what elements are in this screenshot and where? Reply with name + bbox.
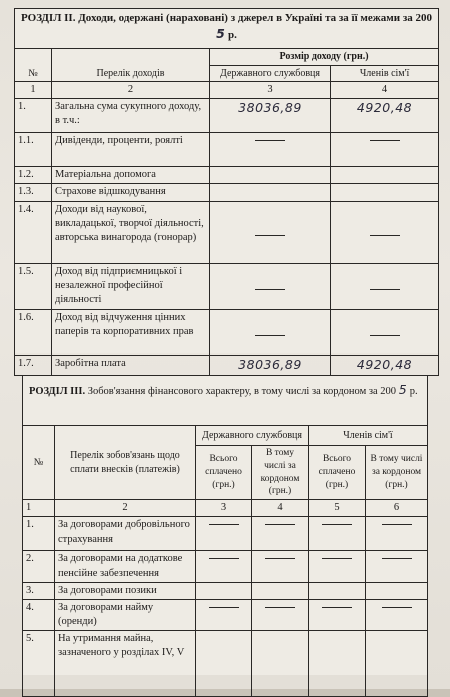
table-row	[15, 309, 439, 355]
dash	[370, 289, 400, 290]
dash	[322, 607, 352, 608]
dash	[370, 140, 400, 141]
total-paid-header: Всього сплачено (грн.)	[309, 446, 366, 500]
colnum: 3	[210, 82, 331, 99]
table-row	[23, 582, 428, 599]
dash	[322, 558, 352, 559]
section-3	[22, 375, 427, 675]
colnum: 1	[15, 82, 52, 99]
row-number: 2.	[23, 551, 55, 582]
section-3-title-suffix: р.	[409, 386, 418, 397]
dash	[382, 607, 412, 608]
col-number-header: №	[15, 49, 52, 82]
row-number: 1.4.	[15, 201, 52, 263]
colnum: 5	[309, 500, 366, 517]
colnum: 2	[55, 500, 196, 517]
civil-servant-header: Державного службовця	[196, 426, 309, 446]
section-3-table	[22, 375, 428, 697]
row-label: За договорами на додаткове пенсійне забезпечення	[55, 551, 196, 582]
family-value: 4920,48	[356, 100, 413, 116]
colnum: 4	[331, 82, 439, 99]
section-3-year: 5	[398, 382, 408, 397]
table-row	[23, 599, 428, 630]
row-number: 4.	[23, 599, 55, 630]
row-label: За договорами позики	[55, 582, 196, 599]
row-number: 1.7.	[15, 355, 52, 375]
row-number: 5.	[23, 631, 55, 697]
servant-value: 38036,89	[238, 100, 302, 116]
income-size-header: Розмір доходу (грн.)	[210, 49, 439, 66]
section-2-title-suffix: р.	[228, 28, 237, 41]
table-row	[15, 355, 439, 375]
dash	[370, 235, 400, 236]
row-number: 1.	[23, 517, 55, 551]
row-number: 1.1.	[15, 133, 52, 167]
row-number: 1.5.	[15, 263, 52, 309]
table-row	[15, 263, 439, 309]
civil-servant-header: Державного службовця	[210, 65, 331, 82]
dash	[255, 235, 285, 236]
row-label: Загальна сума сукупного доходу, в т.ч.:	[52, 99, 210, 133]
table-row	[23, 551, 428, 582]
dash	[382, 524, 412, 525]
total-paid-header: Всього сплачено (грн.)	[196, 446, 252, 500]
row-label: Матеріальна допомога	[52, 167, 210, 184]
row-label: На утримання майна, зазначеного у розділах IV, V	[55, 631, 196, 697]
dash	[255, 335, 285, 336]
dash	[382, 558, 412, 559]
row-number: 1.6.	[15, 309, 52, 355]
row-label: Доходи від наукової, викладацької, творчої діяльності, авторська винагорода (гонорар)	[52, 201, 210, 263]
dash	[370, 335, 400, 336]
row-number: 1.2.	[15, 167, 52, 184]
table-row	[15, 133, 439, 167]
row-label: Заробітна плата	[52, 355, 210, 375]
abroad-header: В тому числі за кордоном (грн.)	[252, 446, 309, 500]
abroad-header: В тому числі за кордоном (грн.)	[366, 446, 428, 500]
family-value: 4920,48	[356, 356, 413, 372]
section-2-title	[15, 9, 439, 49]
dash	[255, 140, 285, 141]
colnum: 2	[52, 82, 210, 99]
colnum: 4	[252, 500, 309, 517]
table-row	[23, 631, 428, 697]
row-label: Доход від підприємницької і незалежної професійної діяльності	[52, 263, 210, 309]
table-row	[15, 99, 439, 133]
row-label: Страхове відшкодування	[52, 184, 210, 201]
row-label: Дивіденди, проценти, роялті	[52, 133, 210, 167]
section-3-title	[23, 376, 428, 426]
dash	[209, 524, 239, 525]
family-header: Членів сім'ї	[331, 65, 439, 82]
dash	[265, 524, 295, 525]
row-number: 3.	[23, 582, 55, 599]
col-list-header: Перелік зобов'язань щодо сплати внесків (платежів)	[55, 426, 196, 500]
row-label: За договорами добровільного страхування	[55, 517, 196, 551]
table-row	[15, 184, 439, 201]
dash	[255, 289, 285, 290]
col-number-header: №	[23, 426, 55, 500]
dash	[265, 607, 295, 608]
section-2-title-text: РОЗДІЛ II. Доходи, одержані (нараховані) з джерел в Україні та за її межами за 200	[21, 12, 433, 24]
dash	[322, 524, 352, 525]
colnum: 6	[366, 500, 428, 517]
table-row	[15, 167, 439, 184]
section-2-year: 5	[216, 25, 226, 41]
dash	[209, 607, 239, 608]
table-row	[15, 201, 439, 263]
table-row	[23, 517, 428, 551]
dash	[209, 558, 239, 559]
section-3-label: РОЗДІЛ III.	[29, 386, 86, 397]
servant-value: 38036,89	[238, 356, 302, 372]
row-number: 1.	[15, 99, 52, 133]
row-label: За договорами найму (оренди)	[55, 599, 196, 630]
colnum: 1	[23, 500, 55, 517]
dash	[265, 558, 295, 559]
col-list-header: Перелік доходів	[52, 49, 210, 82]
section-2-table	[14, 8, 439, 376]
section-2	[14, 8, 438, 372]
section-3-title-text: Зобов'язання фінансового характеру, в тому числі за кордоном за 200	[87, 386, 397, 397]
colnum: 3	[196, 500, 252, 517]
family-header: Членів сім'ї	[309, 426, 428, 446]
row-label: Доход від відчуження цінних паперів та корпоративних прав	[52, 309, 210, 355]
row-number: 1.3.	[15, 184, 52, 201]
